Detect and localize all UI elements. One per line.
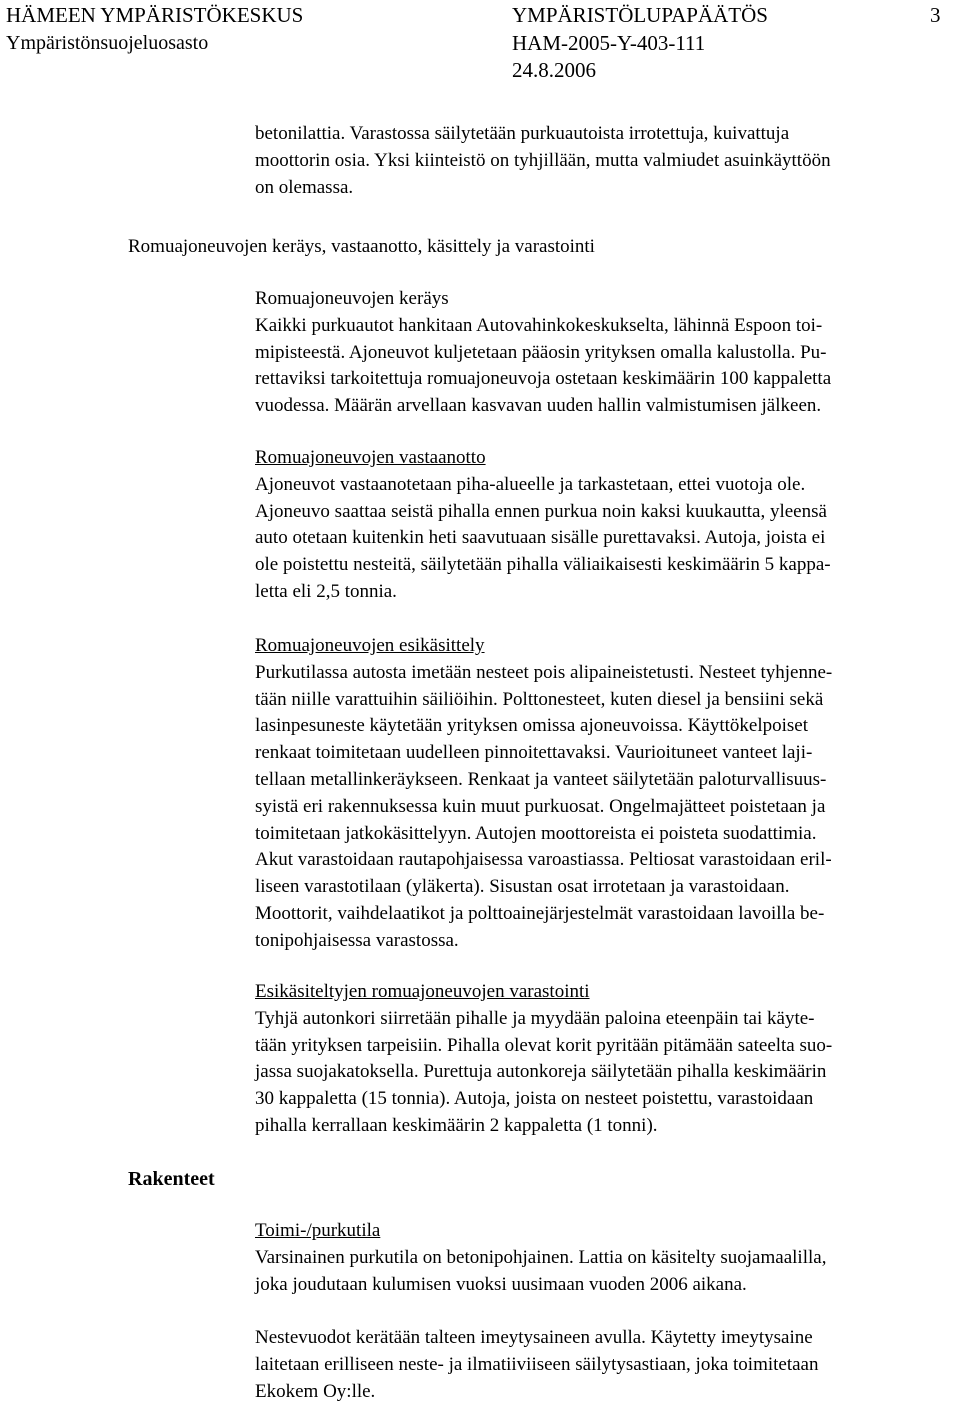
text-line: betonilattia. Varastossa säilytetään purkuautoista irrotettuja, kuivattuja bbox=[255, 123, 790, 144]
text-line: ole poistettu nesteitä, säilytetään pihalla väliaikaisesti keskimäärin 5 kappa- bbox=[255, 554, 831, 576]
header-department: Ympäristönsuojeluosasto bbox=[6, 32, 209, 54]
text-line: tellaan metallinkeräykseen. Renkaat ja vanteet säilytetään paloturvallisuus- bbox=[255, 768, 827, 790]
section-reception bbox=[255, 445, 955, 606]
text-line: tään yrityksen tarpeisiin. Pihalla olevat korit pyritään pitämään sateelta suo- bbox=[255, 1034, 833, 1056]
text-line: rettaviksi tarkoitettuja romuajoneuvoja ostetaan keskimäärin 100 kappaletta bbox=[255, 368, 832, 390]
text-line: on olemassa. bbox=[255, 176, 354, 198]
text-line: Kaikki purkuautot hankitaan Autovahinkokeskukselta, lähinnä Espoon toi- bbox=[255, 314, 823, 336]
header-document-number: HAM-2005-Y-403-111 bbox=[512, 31, 706, 55]
text-line: Varsinainen purkutila on betonipohjainen. Lattia on käsitelty suojamaalilla, bbox=[255, 1246, 827, 1268]
text-line: lasinpesuneste käytetään yrityksen omissa ajoneuvoissa. Käyttökelpoiset bbox=[255, 715, 808, 737]
text-line: letta eli 2,5 tonnia. bbox=[255, 580, 397, 602]
page-number: 3 bbox=[930, 3, 941, 27]
text-line: renkaat toimitetaan uudelleen pinnoitettavaksi. Vaurioituneet vanteet laji- bbox=[255, 742, 813, 764]
header-organization: HÄMEEN YMPÄRISTÖKESKUS bbox=[6, 3, 304, 27]
text-line: Tyhjä autonkori siirretään pihalle ja myydään paloina eteenpäin tai käyte- bbox=[255, 1007, 815, 1029]
text-line: Purkutilassa autosta imetään nesteet pois alipaineistetusti. Nesteet tyhjenne- bbox=[255, 661, 833, 683]
section-pretreatment bbox=[255, 633, 955, 955]
text-line: 30 kappaletta (15 tonnia). Autoja, joista on nesteet poistettu, varastoidaan bbox=[255, 1088, 814, 1110]
text-line: jassa suojakatoksella. Purettuja autonkoreja säilytetään pihalla keskimäärin bbox=[255, 1061, 827, 1083]
text-line: laitetaan erilliseen neste- ja ilmatiiviiseen säilytysastiaan, joka toimitetaan bbox=[255, 1353, 819, 1375]
structures-heading: Rakenteet bbox=[128, 1168, 215, 1190]
text-line: tonipohjaisessa varastossa. bbox=[255, 929, 459, 951]
section-title: Romuajoneuvojen esikäsittely bbox=[255, 635, 485, 656]
section-title: Romuajoneuvojen keräys bbox=[255, 288, 449, 309]
section-collection bbox=[255, 286, 955, 420]
text-line: joka joudutaan kulumisen vuoksi uusimaan vuoden 2006 aikana. bbox=[255, 1273, 747, 1295]
text-line: mipisteestä. Ajoneuvot kuljetetaan pääosin yrityksen omalla kalustolla. Pu- bbox=[255, 341, 827, 363]
text-line: tään niille varattuihin säiliöihin. Polttonesteet, kuten diesel ja bensiini sekä bbox=[255, 688, 824, 710]
text-line: toimitetaan jatkokäsittelyyn. Autojen moottoreista ei poisteta suodattimia. bbox=[255, 822, 817, 844]
section-title: Toimi-/purkutila bbox=[255, 1220, 381, 1241]
intro-paragraph bbox=[255, 121, 955, 201]
text-line: syistä eri rakennuksessa kuin muut purkuosat. Ongelmajätteet poistetaan ja bbox=[255, 795, 826, 817]
text-line: Ajoneuvo saattaa seistä pihalla ennen purkua noin kaksi kuukautta, yleensä bbox=[255, 500, 827, 522]
header-document-type: YMPÄRISTÖLUPAPÄÄTÖS bbox=[512, 3, 768, 27]
section-title: Romuajoneuvojen vastaanotto bbox=[255, 447, 486, 468]
section-structures bbox=[255, 1218, 955, 1298]
main-section-heading: Romuajoneuvojen keräys, vastaanotto, käsittely ja varastointi bbox=[128, 236, 595, 257]
text-line: Nestevuodot kerätään talteen imeytysaineen avulla. Käytetty imeytysaine bbox=[255, 1327, 813, 1348]
text-line: pihalla kerrallaan keskimäärin 2 kappaletta (1 tonni). bbox=[255, 1114, 658, 1136]
text-line: vuodessa. Määrän arvellaan kasvavan uuden hallin valmistumisen jälkeen. bbox=[255, 395, 822, 417]
text-line: Ekokem Oy:lle. bbox=[255, 1380, 376, 1402]
text-line: Ajoneuvot vastaanotetaan piha-alueelle ja tarkastetaan, ettei vuotoja ole. bbox=[255, 473, 806, 495]
text-line: liseen varastotilaan (yläkerta). Sisustan osat irrotetaan ja varastoidaan. bbox=[255, 876, 790, 898]
leak-collection-paragraph bbox=[255, 1325, 955, 1405]
text-line: auto otetaan kuitenkin heti saavutuaan sisälle purettavaksi. Autoja, joista ei bbox=[255, 527, 826, 549]
text-line: Moottorit, vaihdelaatikot ja polttoainejärjestelmät varastoidaan lavoilla be- bbox=[255, 902, 825, 924]
text-line: Akut varastoidaan rautapohjaisessa varoastiassa. Peltiosat varastoidaan eril- bbox=[255, 849, 832, 871]
header-date: 24.8.2006 bbox=[512, 58, 596, 82]
section-storage bbox=[255, 979, 955, 1140]
section-title: Esikäsiteltyjen romuajoneuvojen varastointi bbox=[255, 981, 590, 1002]
text-line: moottorin osia. Yksi kiinteistö on tyhjillään, mutta valmiudet asuinkäyttöön bbox=[255, 149, 831, 171]
